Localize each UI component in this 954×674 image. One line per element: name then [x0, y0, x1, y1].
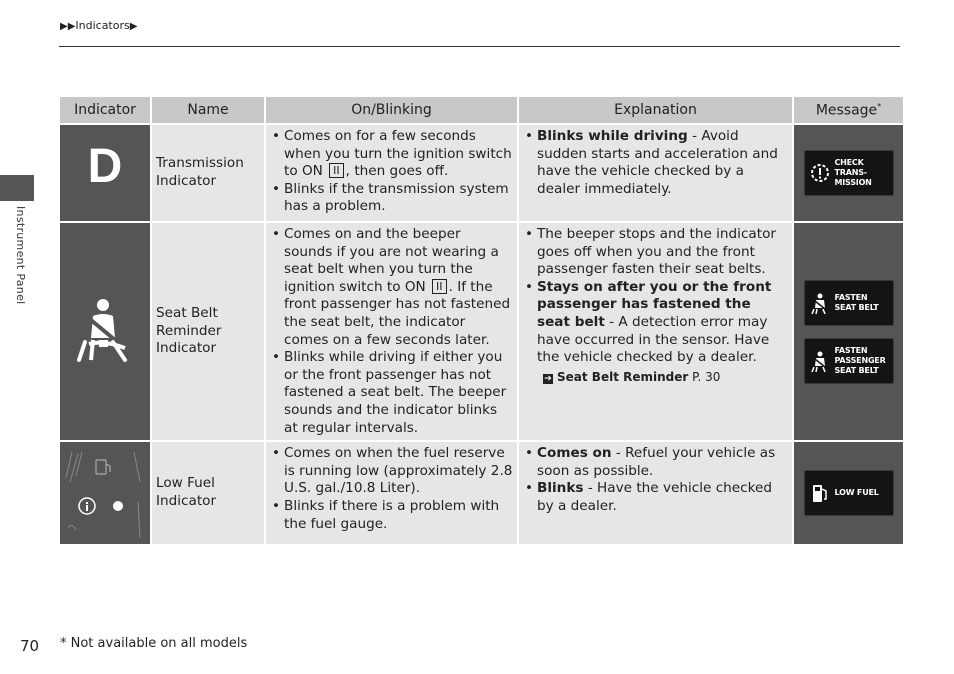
header-message-label: Message — [815, 102, 878, 119]
seat-belt-icon-cell — [60, 223, 150, 440]
list-text: Blinks if the transmission system has a problem. — [284, 180, 509, 215]
message-line: FASTEN — [834, 345, 868, 355]
warning-icon — [805, 162, 835, 184]
on-blinking-cell — [266, 442, 517, 544]
list-item — [523, 128, 788, 198]
on-blinking-cell — [266, 125, 517, 221]
reference-page[interactable]: P. 30 — [692, 369, 721, 384]
list-item — [523, 279, 788, 367]
list-text: . If the front passenger has not fastened the seat belt, the indicator comes on a few seconds later. — [284, 278, 511, 348]
reference-arrow-icon: ➔ — [544, 373, 552, 384]
explanation-cell — [519, 125, 792, 221]
message-cell — [794, 442, 903, 544]
list-text: Comes on when the fuel reserve is running low (approximately 2.8 U.S. gal./10.8 Liter). — [284, 445, 513, 497]
message-line: SEAT BELT — [834, 302, 879, 312]
seat-belt-icon — [805, 350, 835, 372]
fuel-gauge-icon — [60, 442, 150, 538]
message-line: FASTEN — [834, 292, 868, 302]
list-text: - Refuel your vehicle as soon as possible. — [537, 445, 776, 479]
section-label: Instrument Panel — [14, 206, 27, 305]
list-item — [523, 480, 788, 515]
list-bold-text: Comes on — [537, 445, 612, 462]
section-tab[interactable] — [0, 175, 34, 201]
message-line: LOW FUEL — [834, 487, 879, 497]
explanation-cell — [519, 442, 792, 544]
list-item — [270, 445, 513, 498]
transmission-d-icon: D — [87, 140, 123, 194]
header-indicator: Indicator — [60, 97, 150, 123]
footnote-mark: * — [877, 101, 882, 111]
list-bold-text: Blinks while driving — [537, 128, 688, 144]
indicator-name: Low Fuel Indicator — [152, 442, 264, 544]
list-item — [270, 349, 513, 437]
ignition-key-icon: II — [329, 163, 344, 178]
message-line: SEAT BELT — [834, 365, 879, 375]
table-row — [60, 223, 903, 440]
on-blinking-cell — [266, 223, 517, 440]
low-fuel-message — [804, 470, 894, 516]
list-item — [270, 498, 513, 533]
message-line: TRANS- — [834, 168, 867, 177]
seat-belt-icon — [75, 294, 135, 364]
message-line: PASSENGER — [834, 355, 886, 365]
cross-reference-link[interactable] — [523, 369, 788, 387]
message-cell — [794, 125, 903, 221]
breadcrumb-suffix: ▶ — [129, 21, 138, 32]
indicator-name: Seat Belt Reminder Indicator — [152, 223, 264, 440]
header-on-blinking: On/Blinking — [266, 97, 517, 123]
fuel-icon-cell — [60, 442, 150, 544]
indicator-table — [58, 95, 905, 546]
list-item — [270, 128, 513, 181]
breadcrumb-prefix: ▶▶ — [60, 21, 76, 32]
check-transmission-message — [804, 150, 894, 196]
fasten-seat-belt-message — [804, 280, 894, 326]
message-cell — [794, 223, 903, 440]
list-text: - Have the vehicle checked by a dealer. — [537, 480, 773, 514]
explanation-cell — [519, 223, 792, 440]
header-divider — [59, 46, 900, 47]
list-text: Comes on for a few seconds when you turn the ignition switch to ON — [284, 128, 512, 180]
transmission-icon-cell — [60, 125, 150, 221]
message-line: MISSION — [834, 178, 872, 187]
list-bold-text: Stays on after you or the front passenger has fastened the seat belt — [537, 278, 772, 330]
breadcrumb-label[interactable]: Indicators — [75, 19, 130, 32]
list-bold-text: Blinks — [537, 480, 584, 497]
list-item — [523, 445, 788, 480]
list-text: , then goes off. — [345, 163, 449, 180]
list-item — [270, 181, 513, 216]
message-line: CHECK — [834, 158, 864, 167]
list-text: - Avoid sudden starts and acceleration and have the vehicle checked by a dealer immediately. — [537, 128, 778, 197]
header-explanation: Explanation — [519, 97, 792, 123]
fasten-passenger-seat-belt-message — [804, 338, 894, 384]
ignition-key-icon: II — [432, 279, 447, 294]
fuel-pump-icon — [805, 482, 835, 504]
list-text: Comes on and the beeper sounds if you are not wearing a seat belt when you turn the ignition switch to ON — [284, 226, 499, 295]
reference-label[interactable]: Seat Belt Reminder — [557, 369, 689, 384]
seat-belt-icon — [805, 292, 835, 314]
list-item — [523, 226, 788, 279]
list-text: Blinks if there is a problem with the fuel gauge. — [284, 497, 500, 532]
list-text: The beeper stops and the indicator goes off when you and the front passenger fasten their seat belts. — [537, 226, 776, 278]
page-number: 70 — [20, 637, 40, 655]
header-name: Name — [152, 97, 264, 123]
list-item — [270, 226, 513, 349]
header-message — [794, 97, 903, 123]
list-text: Blinks while driving if either you or the front passenger has not fastened a seat belt. The beeper sounds and the indicator blinks at regular intervals. — [284, 349, 507, 436]
breadcrumb[interactable] — [60, 19, 137, 32]
table-header-row — [60, 97, 903, 123]
footnote: * Not available on all models — [60, 636, 248, 651]
indicator-name: Transmission Indicator — [152, 125, 264, 221]
table-row — [60, 125, 903, 221]
list-text: - A detection error may have occurred in the sensor. Have the vehicle checked by a dealer. — [537, 313, 770, 366]
table-row — [60, 442, 903, 544]
